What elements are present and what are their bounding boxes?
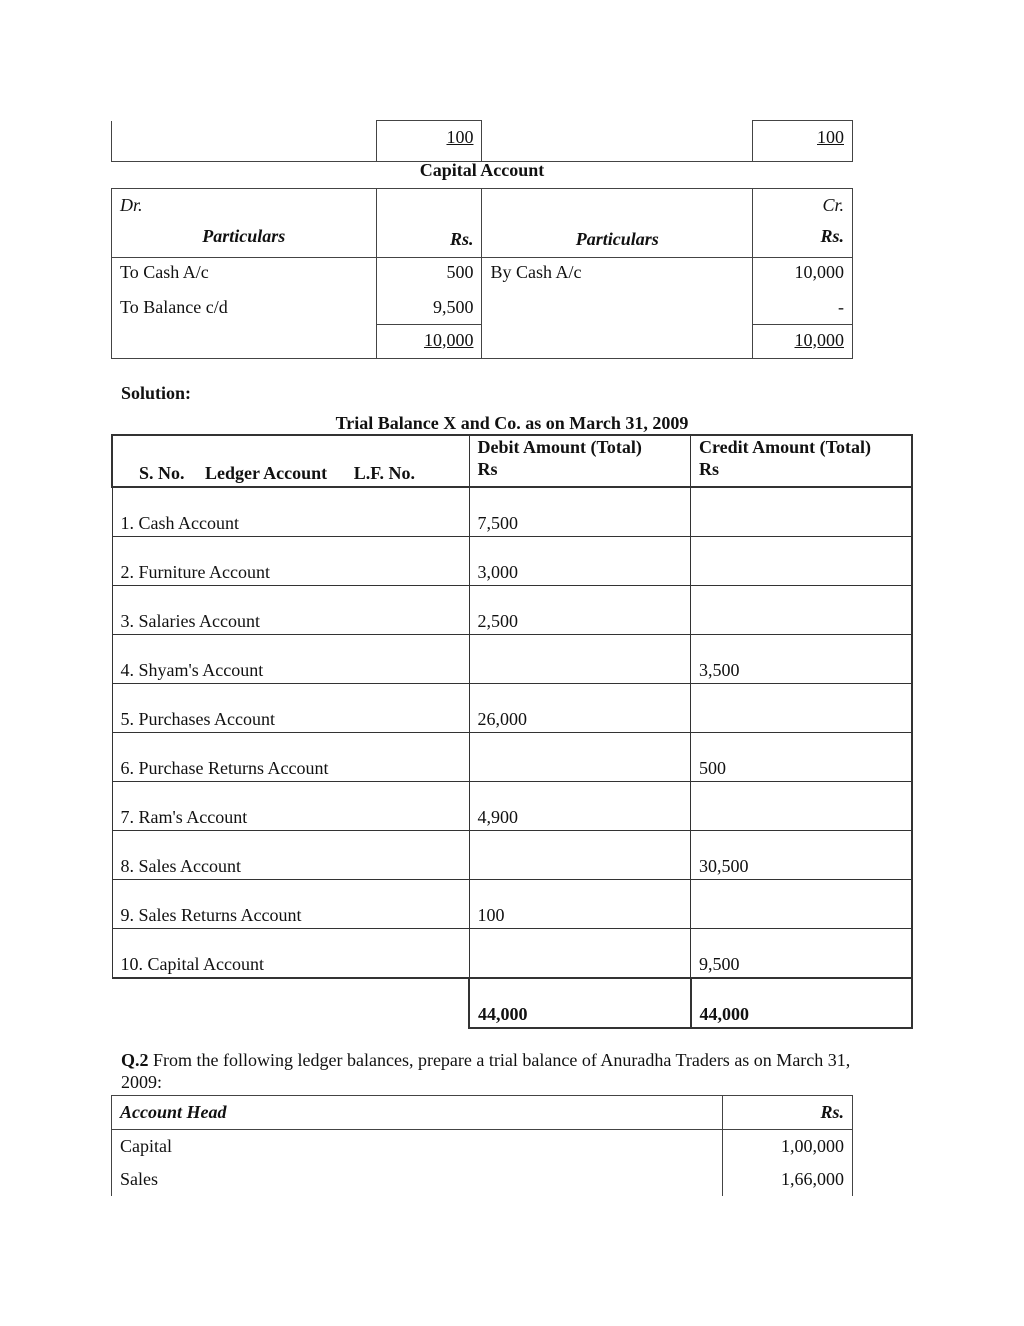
ledger-account-cell: 4. Shyam's Account <box>112 635 469 684</box>
trial-balance-table <box>111 434 913 1029</box>
credit-amount: 10,000 <box>794 262 844 282</box>
credit-amount: - <box>838 297 844 317</box>
debit-total: 10,000 <box>423 329 474 350</box>
credit-particular: By Cash A/c <box>490 262 582 282</box>
debit-cell <box>469 831 690 880</box>
total-credit: 44,000 <box>691 978 913 1028</box>
fragment-right-particulars <box>482 121 753 162</box>
ledger-account-cell: 6. Purchase Returns Account <box>112 733 469 782</box>
credit-cell <box>691 684 913 733</box>
header-sno: S. No. <box>139 463 185 483</box>
question-2-label: Q.2 <box>121 1050 149 1070</box>
ledger-account-cell: 5. Purchases Account <box>112 684 469 733</box>
capital-account-table <box>111 188 853 359</box>
debit-cell: 2,500 <box>469 586 690 635</box>
ledger-account-cell: 8. Sales Account <box>112 831 469 880</box>
credit-cell <box>691 586 913 635</box>
debit-amount: 500 <box>446 262 474 282</box>
credit-cell <box>691 880 913 929</box>
table-row <box>112 684 912 733</box>
account-head-table <box>111 1095 853 1196</box>
fragment-left-total: 100 <box>446 127 474 147</box>
debit-particular: To Cash A/c <box>120 262 209 282</box>
debit-particular: To Balance c/d <box>120 297 228 317</box>
table-row <box>112 880 912 929</box>
credit-cell: 9,500 <box>691 929 913 979</box>
credit-cell: 3,500 <box>691 635 913 684</box>
solution-label: Solution: <box>121 383 192 403</box>
ledger-account-cell: 2. Furniture Account <box>112 537 469 586</box>
credit-total: 10,000 <box>794 329 844 350</box>
header-particulars-credit: Particulars <box>575 229 659 249</box>
header-credit: Credit Amount (Total) <box>699 437 872 457</box>
debit-cell <box>469 635 690 684</box>
total-debit: 44,000 <box>469 978 690 1028</box>
header-particulars-debit: Particulars <box>202 226 286 246</box>
table-row <box>112 1130 853 1164</box>
cr-label: Cr. <box>822 195 844 215</box>
debit-cell <box>469 929 690 979</box>
table-row <box>112 586 912 635</box>
header-lf-no: L.F. No. <box>353 463 416 483</box>
dr-label: Dr. <box>120 195 143 215</box>
previous-account-fragment <box>111 120 853 162</box>
header-debit: Debit Amount (Total) <box>477 437 642 457</box>
header-rs: Rs. <box>723 1096 853 1130</box>
trial-balance-title: Trial Balance X and Co. as on March 31, 2009 <box>335 413 689 433</box>
amount-cell: 1,66,000 <box>723 1163 853 1196</box>
header-debit-unit: Rs <box>477 459 498 479</box>
account-head-cell: Sales <box>112 1163 723 1196</box>
question-2-text: From the following ledger balances, prepare a trial balance of Anuradha Traders as on March 31, 2009: <box>121 1050 851 1092</box>
fragment-right-total: 100 <box>817 127 844 147</box>
ledger-account-cell: 10. Capital Account <box>112 929 469 979</box>
question-2 <box>121 1049 861 1093</box>
table-row <box>112 537 912 586</box>
table-row <box>112 1163 853 1196</box>
total-row <box>112 978 912 1028</box>
ledger-account-cell: 7. Ram's Account <box>112 782 469 831</box>
ledger-account-cell: 9. Sales Returns Account <box>112 880 469 929</box>
debit-cell: 7,500 <box>469 487 690 537</box>
account-head-cell: Capital <box>112 1130 723 1164</box>
debit-cell: 3,000 <box>469 537 690 586</box>
credit-cell <box>691 782 913 831</box>
table-row <box>112 929 912 979</box>
header-ledger-account: Ledger Account <box>205 463 328 483</box>
table-row <box>112 831 912 880</box>
debit-cell: 4,900 <box>469 782 690 831</box>
credit-cell: 500 <box>691 733 913 782</box>
debit-amount: 9,500 <box>432 297 474 317</box>
capital-account-title: Capital Account <box>419 160 545 180</box>
table-row <box>112 635 912 684</box>
credit-cell <box>691 537 913 586</box>
amount-cell: 1,00,000 <box>723 1130 853 1164</box>
table-row <box>112 733 912 782</box>
debit-cell: 26,000 <box>469 684 690 733</box>
header-rs-debit: Rs. <box>449 229 474 249</box>
credit-cell: 30,500 <box>691 831 913 880</box>
ledger-account-cell: 3. Salaries Account <box>112 586 469 635</box>
header-rs-credit: Rs. <box>820 226 844 246</box>
debit-cell: 100 <box>469 880 690 929</box>
debit-cell <box>469 733 690 782</box>
header-credit-unit: Rs <box>699 459 720 479</box>
table-row <box>112 487 912 537</box>
ledger-account-cell: 1. Cash Account <box>112 487 469 537</box>
fragment-left-particulars <box>112 121 377 162</box>
credit-cell <box>691 487 913 537</box>
table-row <box>112 782 912 831</box>
header-account-head: Account Head <box>112 1096 723 1130</box>
